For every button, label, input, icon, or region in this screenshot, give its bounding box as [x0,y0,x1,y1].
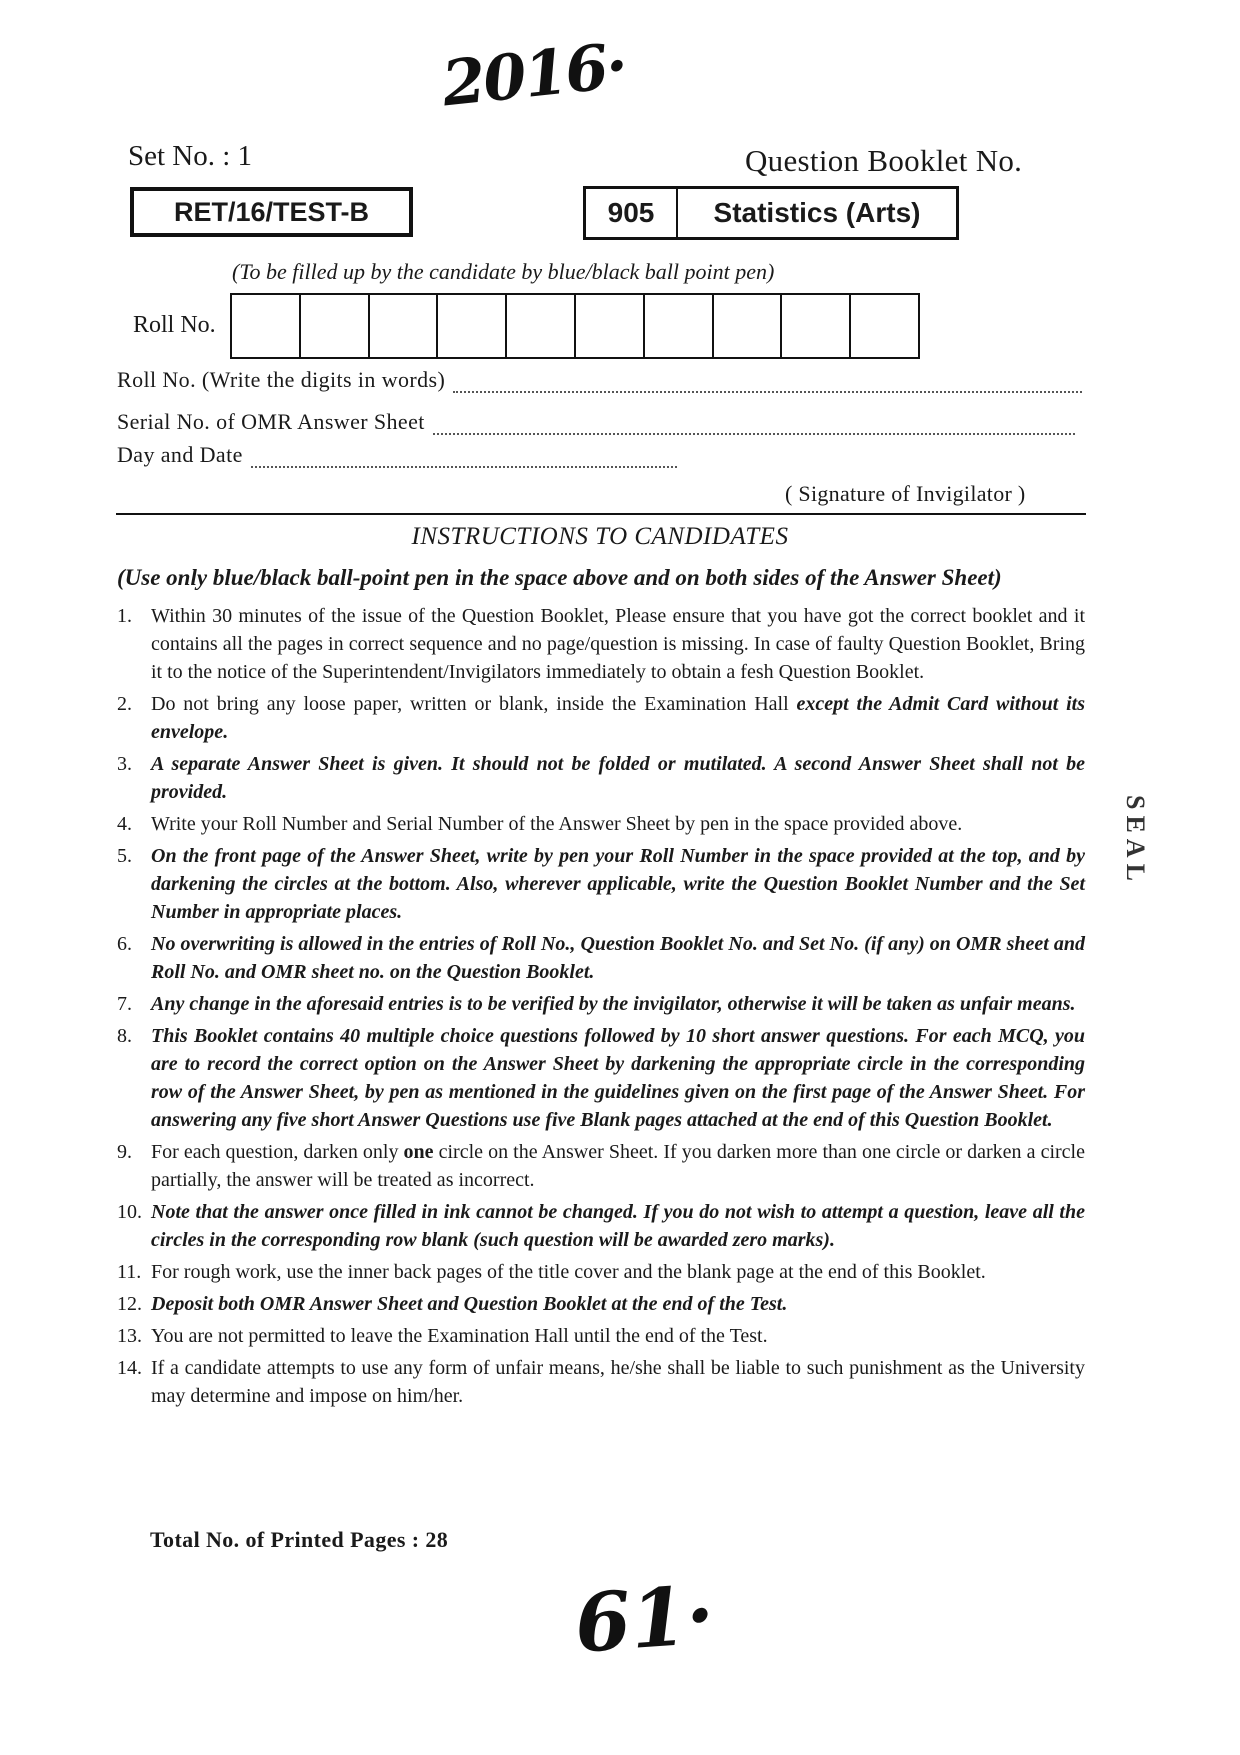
instruction-number: 6. [117,933,132,955]
instruction-number: 9. [117,1141,132,1163]
roll-number-cell[interactable] [645,295,714,357]
instruction-number: 5. [117,845,132,867]
instruction-text: Deposit both OMR Answer Sheet and Question Booklet at the end of the Test. [151,1293,788,1315]
instruction-text: You are not permitted to leave the Examination Hall until the end of the Test. [151,1325,768,1347]
instruction-number: 7. [117,993,132,1015]
instruction-text: For rough work, use the inner back pages of the title cover and the blank page at the end of this Booklet. [151,1261,986,1283]
handwritten-count: 61· [571,1567,718,1671]
instruction-text-plain: For each question, darken only [151,1141,399,1163]
instruction-text-bold: one [403,1141,434,1163]
instruction-item [117,1354,1085,1410]
instructions-subtitle: (Use only blue/black ball-point pen in the space above and on both sides of the Answer Sheet) [117,565,1002,590]
instruction-number: 1. [117,605,132,627]
roll-number-cell[interactable] [851,295,918,357]
instruction-number: 3. [117,753,132,775]
total-printed-pages: Total No. of Printed Pages : 28 [150,1527,449,1552]
seal-stamp: SEAL [1121,795,1150,887]
fill-instruction-note: (To be filled up by the candidate by blue/black ball point pen) [232,259,775,284]
test-code-box: RET/16/TEST-B [130,187,413,237]
instruction-number: 10. [117,1201,142,1223]
divider [116,513,1086,515]
instruction-number: 11. [117,1261,142,1283]
instruction-text: A separate Answer Sheet is given. It should not be folded or mutilated. A second Answer Sheet shall not be provided. [151,753,1085,803]
instruction-item [117,930,1085,986]
day-date-label: Day and Date [117,442,243,467]
instruction-text: Note that the answer once filled in ink cannot be changed. If you do not wish to attempt a question, leave all the circles in the corresponding row blank (such question will be awarded zero marks). [151,1201,1085,1251]
day-date-field[interactable] [251,448,677,468]
instruction-number: 8. [117,1025,132,1047]
omr-serial-label: Serial No. of OMR Answer Sheet [117,409,425,434]
roll-words-label: Roll No. (Write the digits in words) [117,367,446,392]
instruction-text [151,690,1085,746]
roll-number-cell[interactable] [438,295,507,357]
instruction-item [117,810,1085,838]
instruction-item [117,690,1085,746]
instruction-text: No overwriting is allowed in the entries of Roll No., Question Booklet No. and Set No. (if any) on OMR sheet and Roll No. and OMR sheet no. on the Question Booklet. [151,933,1085,983]
instruction-number: 13. [117,1325,142,1347]
instruction-item [117,1022,1085,1134]
instruction-text-plain: circle on the Answer Sheet. If you darken more than one circle or darken a circle partially, the answer will be treated as incorrect. [151,1141,1085,1191]
handwritten-year: 2016· [438,28,630,121]
instructions-list [117,602,1085,1414]
roll-number-cell[interactable] [507,295,576,357]
instruction-text: This Booklet contains 40 multiple choice questions followed by 10 short answer questions. For each MCQ, you are to record the correct option on the Answer Sheet by darkening the appropriate circle in the corresponding row of the Answer Sheet, by pen as mentioned in the guidelines given on the first page of the Answer Sheet. For answering any five short Answer Questions use five Blank pages attached at the end of this Question Booklet. [151,1025,1085,1131]
subject-name: Statistics (Arts) [713,197,921,228]
instruction-item [117,842,1085,926]
roll-number-cell[interactable] [370,295,439,357]
instruction-item [117,750,1085,806]
roll-number-cell[interactable] [714,295,783,357]
instruction-item [117,990,1085,1018]
instruction-item [117,1322,1085,1350]
instruction-item [117,1290,1085,1318]
omr-serial-field[interactable] [433,415,1075,435]
subject-box [583,186,959,240]
instruction-item [117,602,1085,686]
instruction-text: Within 30 minutes of the issue of the Question Booklet, Please ensure that you have got the correct booklet and it contains all the pages in correct sequence and no page/question is missing. In case of faulty Question Booklet, Bring it to the notice of the Superintendent/Invigilators immediately to obtain a fesh Question Booklet. [151,605,1085,683]
instruction-number: 12. [117,1293,142,1315]
instruction-text-emphasis: except the Admit Card without its envelope. [151,693,1085,743]
instruction-number: 14. [117,1357,142,1379]
question-booklet-label: Question Booklet No. [745,143,1023,178]
omr-serial-line [117,409,1075,435]
roll-number-cell[interactable] [232,295,301,357]
instruction-item [117,1138,1085,1194]
instruction-text [151,1138,1085,1194]
roll-number-grid [230,293,920,359]
instruction-text-plain: Do not bring any loose paper, written or blank, inside the Examination Hall [151,693,789,715]
instruction-item [117,1198,1085,1254]
instruction-item [117,1258,1085,1286]
instruction-number: 2. [117,693,132,715]
instruction-text: If a candidate attempts to use any form of unfair means, he/she shall be liable to such punishment as the University may determine and impose on him/her. [151,1357,1085,1407]
set-number: Set No. : 1 [128,140,253,172]
invigilator-signature-label: ( Signature of Invigilator ) [785,481,1026,506]
instruction-text: Any change in the aforesaid entries is to be verified by the invigilator, otherwise it will be taken as unfair means. [151,993,1076,1015]
roll-number-label: Roll No. [133,312,216,338]
roll-number-cell[interactable] [301,295,370,357]
subject-code: 905 [586,189,678,237]
instruction-number: 4. [117,813,132,835]
roll-number-cell[interactable] [782,295,851,357]
instruction-text: On the front page of the Answer Sheet, write by pen your Roll Number in the space provided at the top, and by darkening the circles at the bottom. Also, wherever applicable, write the Question Booklet Number and the Set Number in appropriate places. [151,845,1085,923]
instruction-text: Write your Roll Number and Serial Number of the Answer Sheet by pen in the space provided above. [151,813,963,835]
roll-words-field[interactable] [453,373,1082,393]
roll-number-cell[interactable] [576,295,645,357]
instructions-title: INSTRUCTIONS TO CANDIDATES [411,523,789,550]
roll-words-line [117,367,1082,393]
day-date-line [117,442,677,468]
